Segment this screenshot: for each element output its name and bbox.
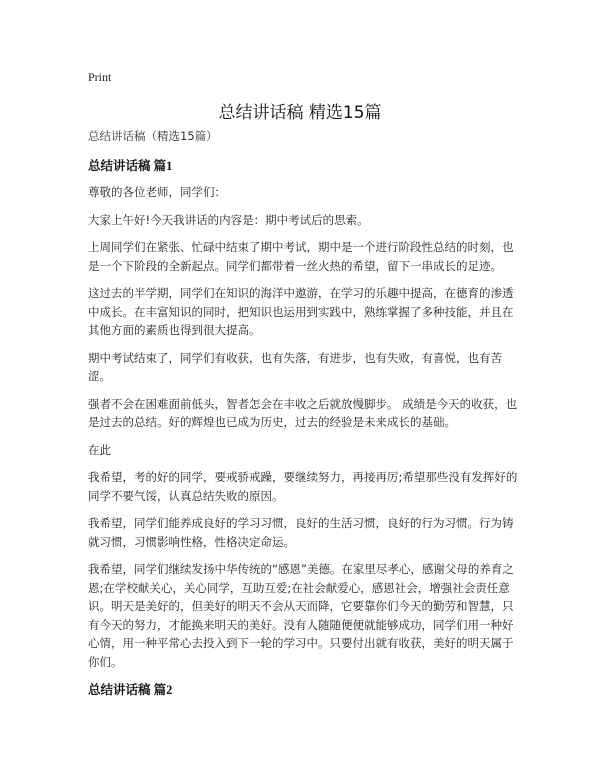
paragraph: 尊敬的各位老师，同学们：	[88, 185, 226, 199]
section-heading-2: 总结讲话稿 篇2	[88, 683, 173, 697]
paragraph: 这过去的半学期，同学们在知识的海洋中遨游，在学习的乐趣中提高，在德育的渗透中成长。在丰富知识的同时，把知识也运用到实践中，熟练掌握了多种技能，并且在其他方面的素质也得到很大提高。	[88, 286, 514, 337]
paragraph: 大家上午好!今天我讲话的内容是：期中考试后的思索。	[88, 212, 369, 227]
page-title: 总结讲话稿 精选15篇	[218, 103, 382, 123]
paragraph: 我希望，同学们能养成良好的学习习惯，良好的生活习惯，良好的行为习惯。行为铸就习惯，习惯影响性格，性格决定命运。	[88, 516, 514, 549]
paragraph: 在此	[88, 442, 111, 457]
paragraph: 我希望，考的好的同学，要戒骄戒躁，要继续努力，再接再厉;希望那些没有发挥好的同学不要气馁，认真总结失败的原因。	[88, 470, 518, 503]
paragraph: 我希望，同学们继续发扬中华传统的“感恩”美德。在家里尽孝心，感谢父母的养育之恩;在学校献关心，关心同学，互助互爱;在社会献爱心，感恩社会，增强社会责任意识。明天是美好的，但美好的明天不会从天而降，它要靠你们今天的勤劳和智慧，只有今天的努力，才能换来明天的美好。没有人随随便便就能够成功，同学们用一种好心情，用一种平常心去投入到下一轮的学习中。只要付出就有收获，美好的明天属于你们。	[88, 562, 514, 669]
document-subtitle: 总结讲话稿（精选15篇）	[88, 129, 218, 143]
paragraph: 上周同学们在紧张、忙碌中结束了期中考试，期中是一个进行阶段性总结的时刻，也是一个下阶段的全新起点。同学们都带着一丝火热的希望，留下一串成长的足迹。	[88, 240, 514, 273]
print-link[interactable]: Print	[88, 70, 112, 84]
document-body	[88, 128, 518, 707]
paragraph: 强者不会在困难面前低头，智者怎会在丰收之后就放慢脚步。 成绩是今天的收获，也是过去的总结。好的辉煌也已成为历史，过去的经验是未来成长的基础。	[88, 396, 518, 429]
paragraph: 期中考试结束了，同学们有收获，也有失落，有进步，也有失败，有喜悦，也有苦涩。	[88, 350, 502, 383]
section-heading-1: 总结讲话稿 篇1	[88, 159, 173, 173]
